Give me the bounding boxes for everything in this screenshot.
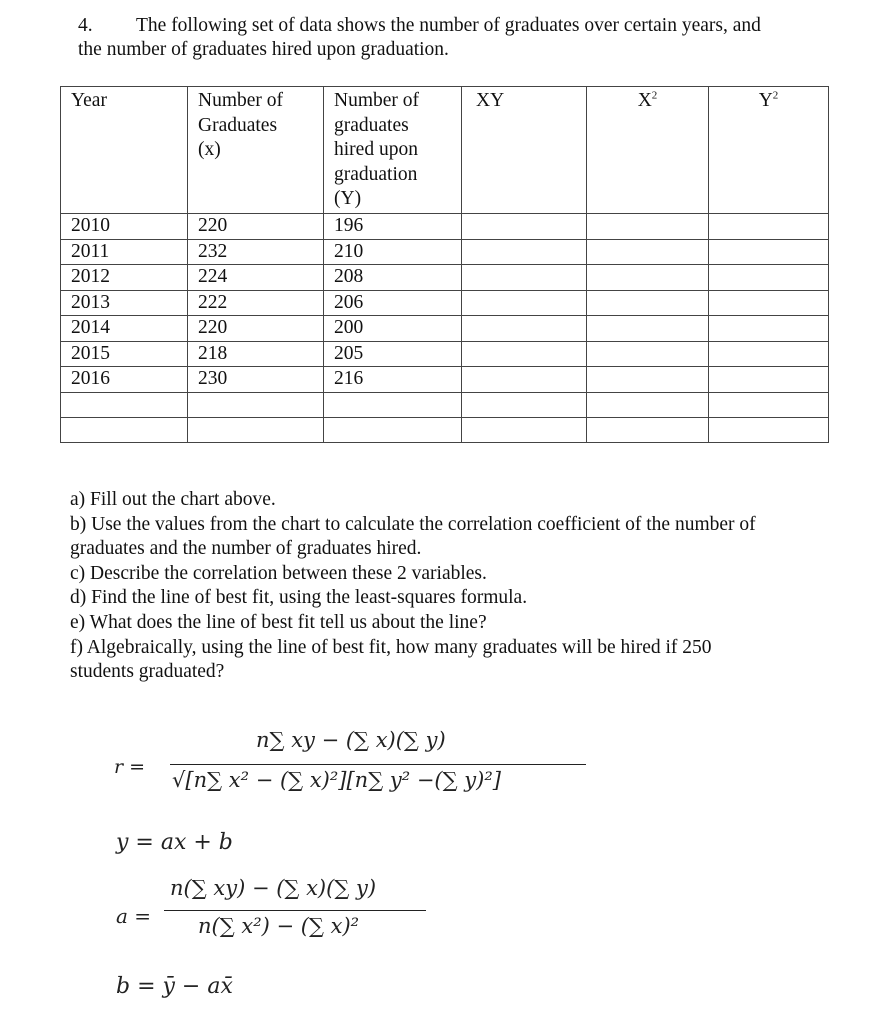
total-cell[interactable]	[587, 417, 709, 442]
task-a: a) Fill out the chart above.	[70, 489, 276, 510]
r-fraction-bar	[170, 764, 586, 765]
cell-y: 205	[324, 341, 462, 367]
blank-cell[interactable]	[462, 392, 587, 417]
table-row	[61, 367, 829, 393]
cell-x: 222	[188, 290, 324, 316]
cell-year: 2015	[61, 341, 188, 367]
cell-x2[interactable]	[587, 265, 709, 291]
cell-y2[interactable]	[709, 239, 829, 265]
header-xy: XY	[462, 87, 587, 214]
cell-y: 208	[324, 265, 462, 291]
blank-cell[interactable]	[188, 392, 324, 417]
table-row	[61, 341, 829, 367]
cell-y: 216	[324, 367, 462, 393]
r-numerator: n∑ xy − (∑ x)(∑ y)	[256, 728, 446, 752]
intercept-equation: b = ȳ − ax̄	[116, 974, 233, 999]
cell-x: 232	[188, 239, 324, 265]
a-fraction-bar	[164, 910, 426, 911]
cell-y: 206	[324, 290, 462, 316]
table-row	[61, 214, 829, 240]
table-row	[61, 290, 829, 316]
cell-year: 2011	[61, 239, 188, 265]
blank-cell[interactable]	[587, 392, 709, 417]
cell-year: 2012	[61, 265, 188, 291]
cell-xy[interactable]	[462, 265, 587, 291]
cell-year: 2014	[61, 316, 188, 342]
a-lhs: a =	[116, 904, 152, 928]
cell-x2[interactable]	[587, 239, 709, 265]
correlation-formula	[114, 728, 614, 818]
cell-xy[interactable]	[462, 290, 587, 316]
question-text-line1: The following set of data shows the number of graduates over certain years, and	[136, 15, 761, 36]
r-denominator: √[n∑ x² − (∑ x)²][n∑ y² −(∑ y)²]	[172, 768, 501, 792]
total-cell[interactable]	[324, 417, 462, 442]
cell-y: 196	[324, 214, 462, 240]
task-d: d) Find the line of best fit, using the least-squares formula.	[70, 587, 528, 609]
header-y: Number of graduates hired upon graduation (Y)	[324, 87, 462, 214]
blank-cell[interactable]	[324, 392, 462, 417]
a-denominator: n(∑ x²) − (∑ x)²	[198, 914, 360, 938]
task-f: f) Algebraically, using the line of best fit, how many graduates will be hired if 250	[70, 636, 712, 658]
cell-x2[interactable]	[587, 214, 709, 240]
question-number: 4.	[78, 15, 93, 36]
cell-x2[interactable]	[587, 367, 709, 393]
cell-y2[interactable]	[709, 214, 829, 240]
cell-x: 224	[188, 265, 324, 291]
cell-y: 210	[324, 239, 462, 265]
task-list	[70, 488, 860, 685]
blank-cell[interactable]	[61, 392, 188, 417]
table-row	[61, 265, 829, 291]
task-c: c) Describe the correlation between these 2 variables.	[70, 562, 487, 584]
line-equation: y = ax + b	[116, 830, 233, 855]
cell-x: 218	[188, 341, 324, 367]
task-b-cont: graduates and the number of graduates hired.	[70, 538, 422, 560]
total-cell[interactable]	[61, 417, 188, 442]
data-table	[60, 86, 829, 443]
cell-xy[interactable]	[462, 239, 587, 265]
totals-row	[61, 417, 829, 442]
r-lhs: r =	[114, 756, 146, 778]
blank-cell[interactable]	[709, 392, 829, 417]
cell-x: 220	[188, 214, 324, 240]
slope-formula	[116, 876, 456, 956]
total-cell[interactable]	[709, 417, 829, 442]
header-x: Number of Graduates (x)	[188, 87, 324, 214]
cell-y: 200	[324, 316, 462, 342]
cell-xy[interactable]	[462, 341, 587, 367]
cell-year: 2016	[61, 367, 188, 393]
header-x-squared: $X^2$	[587, 87, 709, 214]
cell-x: 230	[188, 367, 324, 393]
task-e: e) What does the line of best fit tell us about the line?	[70, 611, 487, 633]
cell-y2[interactable]	[709, 341, 829, 367]
total-cell[interactable]	[188, 417, 324, 442]
table-row	[61, 316, 829, 342]
cell-x2[interactable]	[587, 316, 709, 342]
task-b: b) Use the values from the chart to calculate the correlation coefficient of the number of	[70, 513, 756, 535]
cell-year: 2010	[61, 214, 188, 240]
question-header	[78, 14, 868, 62]
cell-y2[interactable]	[709, 316, 829, 342]
cell-x2[interactable]	[587, 290, 709, 316]
cell-x: 220	[188, 316, 324, 342]
total-cell[interactable]	[462, 417, 587, 442]
blank-row	[61, 392, 829, 417]
header-y-squared: $Y^2$	[709, 87, 829, 214]
table-row	[61, 239, 829, 265]
a-numerator: n(∑ xy) − (∑ x)(∑ y)	[170, 876, 377, 900]
cell-y2[interactable]	[709, 265, 829, 291]
cell-x2[interactable]	[587, 341, 709, 367]
header-year: Year	[61, 87, 188, 214]
cell-y2[interactable]	[709, 367, 829, 393]
task-f-cont: students graduated?	[70, 661, 225, 683]
cell-xy[interactable]	[462, 367, 587, 393]
cell-y2[interactable]	[709, 290, 829, 316]
header-row	[61, 87, 829, 214]
question-text-line2: the number of graduates hired upon graduation.	[78, 39, 449, 60]
cell-xy[interactable]	[462, 316, 587, 342]
cell-xy[interactable]	[462, 214, 587, 240]
cell-year: 2013	[61, 290, 188, 316]
